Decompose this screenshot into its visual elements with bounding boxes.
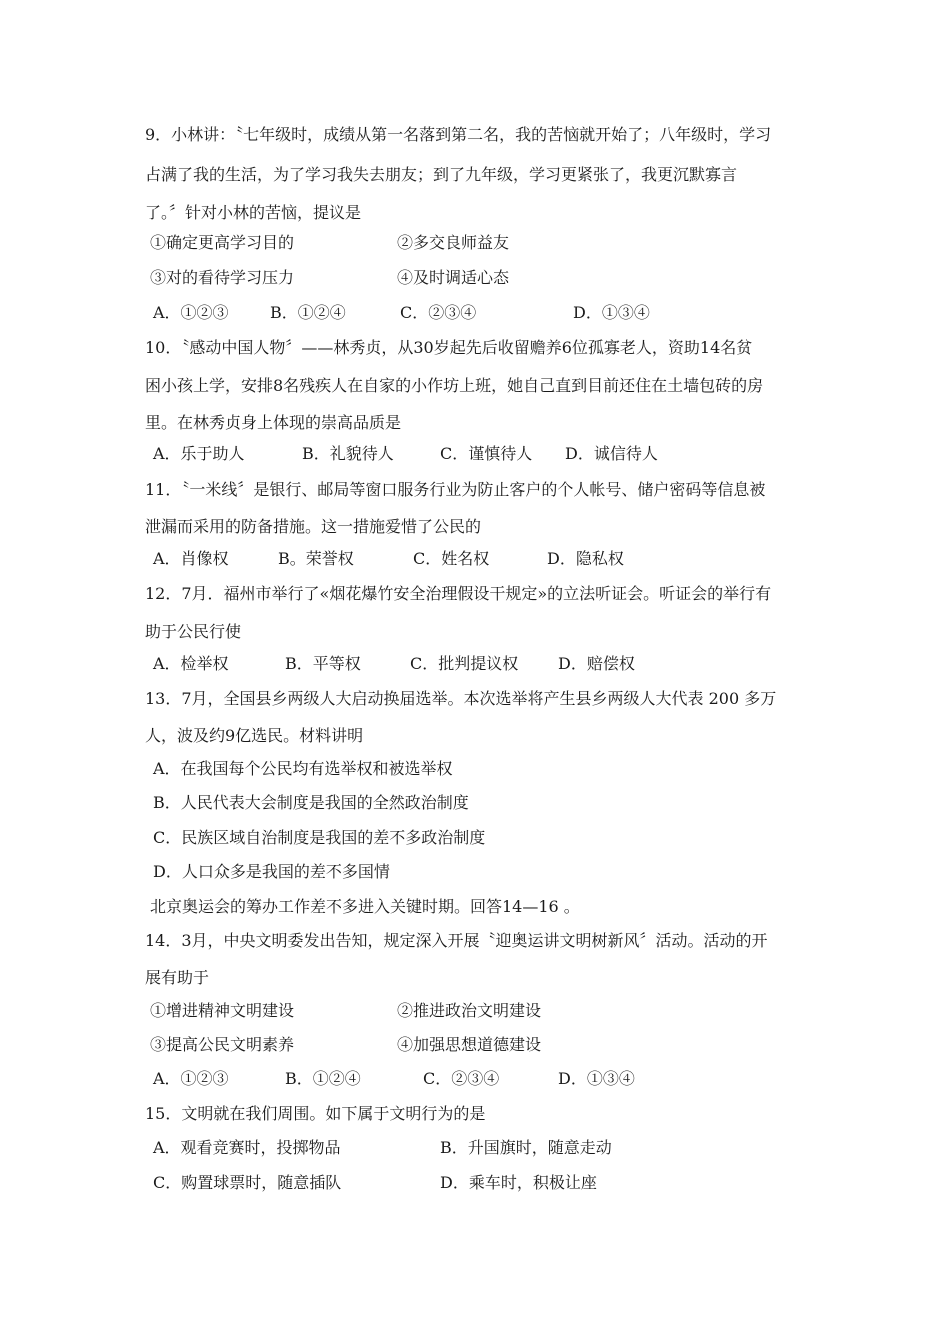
- q13-option-d-text: D．人口众多是我国的差不多国情: [153, 862, 390, 881]
- q9-option-a: A．①②③: [153, 303, 229, 322]
- q13-option-a-text: A．在我国每个公民均有选举权和被选举权: [153, 759, 453, 778]
- q11-option-b: B。荣誉权: [278, 549, 354, 568]
- q15-option-c: C．购置球票时，随意插队: [153, 1173, 342, 1192]
- q14-option-d: D．①③④: [558, 1069, 635, 1088]
- q13-option-b-text: B．人民代表大会制度是我国的全然政治制度: [153, 793, 469, 812]
- q10-option-a: A．乐于助人: [153, 444, 245, 463]
- q9-item-1: ①确定更高学习目的: [150, 233, 295, 252]
- q14-option-c: C．②③④: [423, 1069, 500, 1088]
- q9-option-c: C．②③④: [400, 303, 477, 322]
- q14-item-3: ③提高公民文明素养: [150, 1035, 295, 1054]
- q14-option-a: A．①②③: [153, 1069, 229, 1088]
- q9-line-1: 9．小林讲：〝七年级时，成绩从第一名落到第二名，我的苦恼就开始了；八年级时，学习: [145, 125, 772, 144]
- q9-item-3: ③对的看待学习压力: [150, 268, 295, 287]
- q10-line-2: 困小孩上学，安排8名残疾人在自家的小作坊上班，她自己直到目前还住在土墙包砖的房: [145, 376, 764, 395]
- q10-option-c: C．谨慎待人: [440, 444, 533, 463]
- q11-line-2: 泄漏而采用的防备措施。这一措施爱惜了公民的: [145, 517, 482, 536]
- q12-option-b: B．平等权: [285, 654, 361, 673]
- q12-option-a: A．检举权: [153, 654, 229, 673]
- q9-line-2: 占满了我的生活，为了学习我失去朋友；到了九年级，学习更紧张了，我更沉默寡言: [145, 165, 738, 184]
- q14-item-2: ②推进政治文明建设: [397, 1001, 542, 1020]
- q15-option-d: D．乘车时，积极让座: [440, 1173, 597, 1192]
- q9-option-d: D．①③④: [573, 303, 650, 322]
- q9-item-2: ②多交良师益友: [397, 233, 510, 252]
- q15-option-b: B．升国旗时，随意走动: [440, 1138, 612, 1157]
- q11-option-d: D．隐私权: [547, 549, 624, 568]
- q12-option-d: D．赔偿权: [558, 654, 635, 673]
- q9-option-b: B．①②④: [270, 303, 346, 322]
- q10-line-3: 里。在林秀贞身上体现的崇高品质是: [145, 413, 402, 432]
- q14-item-4: ④加强思想道德建设: [397, 1035, 542, 1054]
- q12-option-c: C．批判提议权: [410, 654, 519, 673]
- q12-line-2: 助于公民行使: [145, 622, 242, 641]
- q14-option-b: B．①②④: [285, 1069, 361, 1088]
- q10-option-d: D．诚信待人: [565, 444, 658, 463]
- q14-line-2: 展有助于: [145, 968, 210, 987]
- q9-line-3: 了。〞针对小林的苦恼，提议是: [145, 203, 362, 222]
- q13-line-1: 13．7月，全国县乡两级人大启动换届选举。本次选举将产生县乡两级人大代表 200 多万: [145, 689, 777, 708]
- q13-line-2: 人，波及约9亿选民。材料讲明: [145, 726, 364, 745]
- q9-item-4: ④及时调适心态: [397, 268, 510, 287]
- q11-option-c: C．姓名权: [413, 549, 490, 568]
- q15-line-1: 15．文明就在我们周围。如下属于文明行为的是: [145, 1104, 486, 1123]
- q10-option-b: B．礼貌待人: [302, 444, 394, 463]
- q15-option-a: A．观看竞赛时，投掷物品: [153, 1138, 341, 1157]
- q11-option-a: A．肖像权: [153, 549, 229, 568]
- q11-line-1: 11．〝一米线〞是银行、邮局等窗口服务行业为防止客户的个人帐号、储户密码等信息被: [145, 480, 766, 499]
- q12-line-1: 12．7月．福州市举行了«烟花爆竹安全治理假设干规定»的立法听证会。听证会的举行有: [145, 584, 772, 603]
- q13-option-c-text: C．民族区域自治制度是我国的差不多政治制度: [153, 828, 486, 847]
- q14-item-1: ①增进精神文明建设: [150, 1001, 295, 1020]
- section-intro-text: 北京奥运会的筹办工作差不多进入关键时期。回答14—16 。: [150, 897, 580, 916]
- q14-line-1: 14．3月，中央文明委发出告知，规定深入开展〝迎奥运讲文明树新风〞活动。活动的开: [145, 931, 768, 950]
- q10-line-1: 10．〝感动中国人物〞——林秀贞，从30岁起先后收留赡养6位孤寡老人，资助14名贫: [145, 338, 753, 357]
